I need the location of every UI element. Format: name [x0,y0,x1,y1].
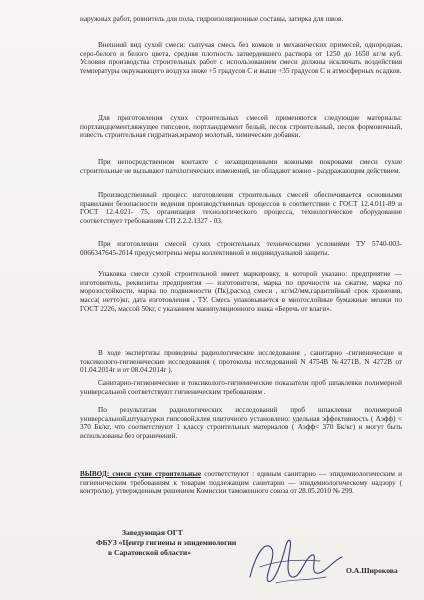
paragraph-4: При непосредственном контакте с незащищенными кожными покровами смеси сухие строительные не вызывают патологических изменений, не обладают кожно - раздражающим действием. [80,158,402,175]
paragraph-5: Производственный процесс изготовления строительных смесей обеспечивается основными правилами безопасности ведения производственных процессов в соответствии с ГОСТ 12.4.011-89 и ГОСТ 12.4.021- 75, организация технологического процесса, технологическое оборудование соответствует требованиям СП 2.2.2.1327 - 03. [80,191,402,226]
paragraph-6: При изготовлении смесей сухих строительных техническими условиями ТУ 5740-003-0066347645-2014 предусмотрены меры коллективной и индивидуальной защиты. [80,240,402,257]
signature-block [96,528,237,559]
paragraph-2: Внешний вид сухой смеси: сыпучая смесь без комков и механических примесей, однородная, серо-белого и белого цвета, средняя плотность затвердевшего раствора от 1250 до 1650 кг/м куб. Условия производства строительных работ с использованием смеси должны исключать воздействия температуры окружающего воздуха ниже +5 градусов С и выше +35 градусов С и атмосферных осадков. [80,41,402,76]
paragraph-7: Упаковка смеси сухой строительной имеет маркировку, в которой указано: предприятие — изготовитель, реквизиты предприятия — изготовителя, марка по прочности на сжатие, марка по морозостойкости, марка по подвижности (Пк),расход смеси , кг/м2/мм,гарантийный срок хранения, масса( нетто)кг, дата изготовления , ТУ. Смесь упаковывается в многослойные бумажные мешки по ГОСТ 2226, массой 50кг, с указанием манипуляционного знака «Беречь от влаги». [80,270,402,313]
paragraph-3: Для приготовления сухих строительных смесей применяются следующие материалы: портландцемент,вяжущее гипсовое, портландцемент белый, песок строительный, песок формовочный, известь строительная гидратная,мрамор молотый, химические добавки. [80,114,402,140]
conclusion-label: ВЫВОД: смеси сухие строительные [80,470,202,478]
paragraph-9: Санитарно-гигиенические и токсиколого-гигиенические показатели проб шпаклевки полимерной универсальной соответствуют гигиеническим требованиям . [80,379,402,396]
paragraph-8: В ходе экспертизы проведены радиологические исследования , санитарно -гигиенические и токсиколого-гигиенические исследования ( протоколы исследований N 4754В №4271В, N 4272В от 01.04.2014г и от 08.04.2014г ). [80,349,402,375]
signer-name: О.А.Широкова [346,566,398,575]
conclusion [80,470,402,496]
paragraph-1: наружных работ, ровнитель для пола, гидроизоляционные составы, затирка для швов. [80,15,344,23]
paragraph-10: По результатам радиологических исследований проб шпаклевки полимерной универсальной,штукатурки гипсовой,клея плиточного установлено: удельная эффективность ( Аэфф) < 370 Бк/кг, что соответствуют 1 классу строительных материалов ( Аэфф< 370 Бк/кг) и могут быть использованы без ограничений. [80,406,402,441]
conclusion-text: соответствуют : единым санитарно — эпидемиологическим и гигиеническим требованиям к товарам подлежащим санитарно — эпидемиологическому надзору ( контролю), утвержденным решением Комиссии таможенного союза от 28.05.2010 № 299. [80,470,402,496]
signatory-position: Заведующая ОГТ [122,528,183,537]
signatory-organization: ФБУЗ «Центр гигиены и эпидемиологии [96,538,237,548]
handwritten-signature [246,531,346,587]
signatory-region: в Саратовской области» [108,548,191,558]
